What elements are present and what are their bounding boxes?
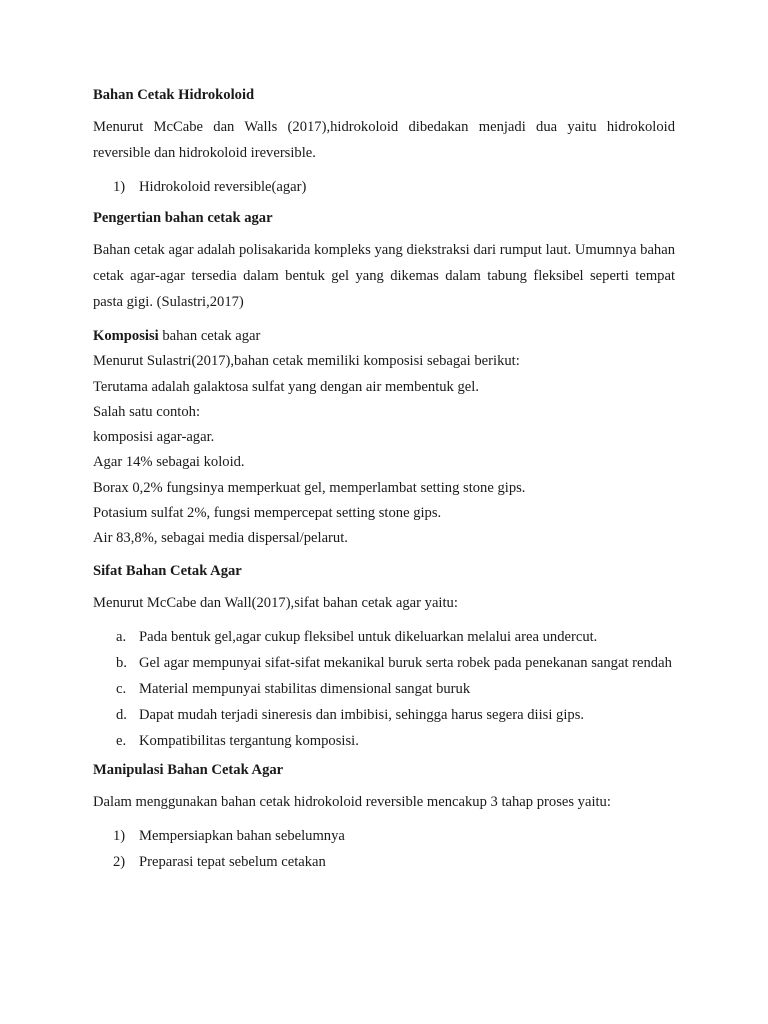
list-marker: c. [116,680,127,697]
komposisi-label-rest: bahan cetak agar [158,328,261,344]
list-item-text: Gel agar mempunyai sifat-sifat mekanikal buruk serta robek pada penekanan sangat rendah [139,654,672,671]
title-heading: Bahan Cetak Hidrokoloid [93,87,255,103]
komposisi-line: Menurut Sulastri(2017),bahan cetak memiliki komposisi sebagai berikut: [93,353,520,370]
list-marker: 2) [113,853,126,870]
intro-paragraph: Menurut McCabe dan Walls (2017),hidrokoloid dibedakan menjadi dua yaitu hidrokoloid reversible dan hidrokoloid ireversible. [93,119,675,161]
list-item [93,174,675,200]
komposisi-line: Salah satu contoh: [93,403,201,420]
komposisi-line: komposisi agar-agar. [93,429,215,446]
list-marker: b. [116,654,127,671]
list-item [93,728,675,754]
list-marker: 1) [113,827,126,844]
komposisi-heading-line [93,324,675,349]
list-item-text: Preparasi tepat sebelum cetakan [139,853,326,870]
pengertian-paragraph: Bahan cetak agar adalah polisakarida kompleks yang diekstraksi dari rumput laut. Umumnya bahan cetak agar-agar tersedia dalam bentuk gel yang dikemas dalam tabung fleksibel seperti tempat pasta gigi. (Sulastri,2017) [93,242,675,310]
list-item-text: Kompatibilitas tergantung komposisi. [139,732,359,749]
komposisi-line: Terutama adalah galaktosa sulfat yang dengan air membentuk gel. [93,378,479,395]
document-content [93,85,675,875]
list-item [93,624,675,650]
list-item [93,676,675,702]
komposisi-line: Borax 0,2% fungsinya memperkuat gel, memperlambat setting stone gips. [93,479,526,496]
list-item [93,702,675,728]
list-item-text: Hidrokoloid reversible(agar) [139,179,307,195]
pengertian-heading: Pengertian bahan cetak agar [93,210,273,226]
list-item-text: Material mempunyai stabilitas dimensional sangat buruk [139,680,471,697]
list-item [93,849,675,875]
list-item [93,823,675,849]
hidrokoloid-list [93,174,675,200]
komposisi-block [93,324,675,552]
komposisi-bold-label: Komposisi [93,328,159,344]
sifat-paragraph: Menurut McCabe dan Wall(2017),sifat bahan cetak agar yaitu: [93,594,458,611]
list-item-text: Mempersiapkan bahan sebelumnya [139,827,345,844]
list-item-text: Dapat mudah terjadi sineresis dan imbibisi, sehingga harus segera diisi gips. [139,706,585,723]
sifat-list [93,624,675,754]
list-marker: 1) [113,179,126,195]
list-item-text: Pada bentuk gel,agar cukup fleksibel untuk dikeluarkan melalui area undercut. [139,628,598,645]
list-marker: d. [116,706,127,723]
manipulasi-list [93,823,675,875]
komposisi-line: Potasium sulfat 2%, fungsi mempercepat setting stone gips. [93,505,442,522]
manipulasi-paragraph: Dalam menggunakan bahan cetak hidrokoloid reversible mencakup 3 tahap proses yaitu: [93,793,611,810]
manipulasi-heading: Manipulasi Bahan Cetak Agar [93,761,284,778]
sifat-heading: Sifat Bahan Cetak Agar [93,562,242,579]
list-marker: a. [116,628,127,645]
komposisi-line: Agar 14% sebagai koloid. [93,454,245,471]
komposisi-line: Air 83,8%, sebagai media dispersal/pelarut. [93,530,348,547]
list-item [93,650,675,676]
list-marker: e. [116,732,127,749]
